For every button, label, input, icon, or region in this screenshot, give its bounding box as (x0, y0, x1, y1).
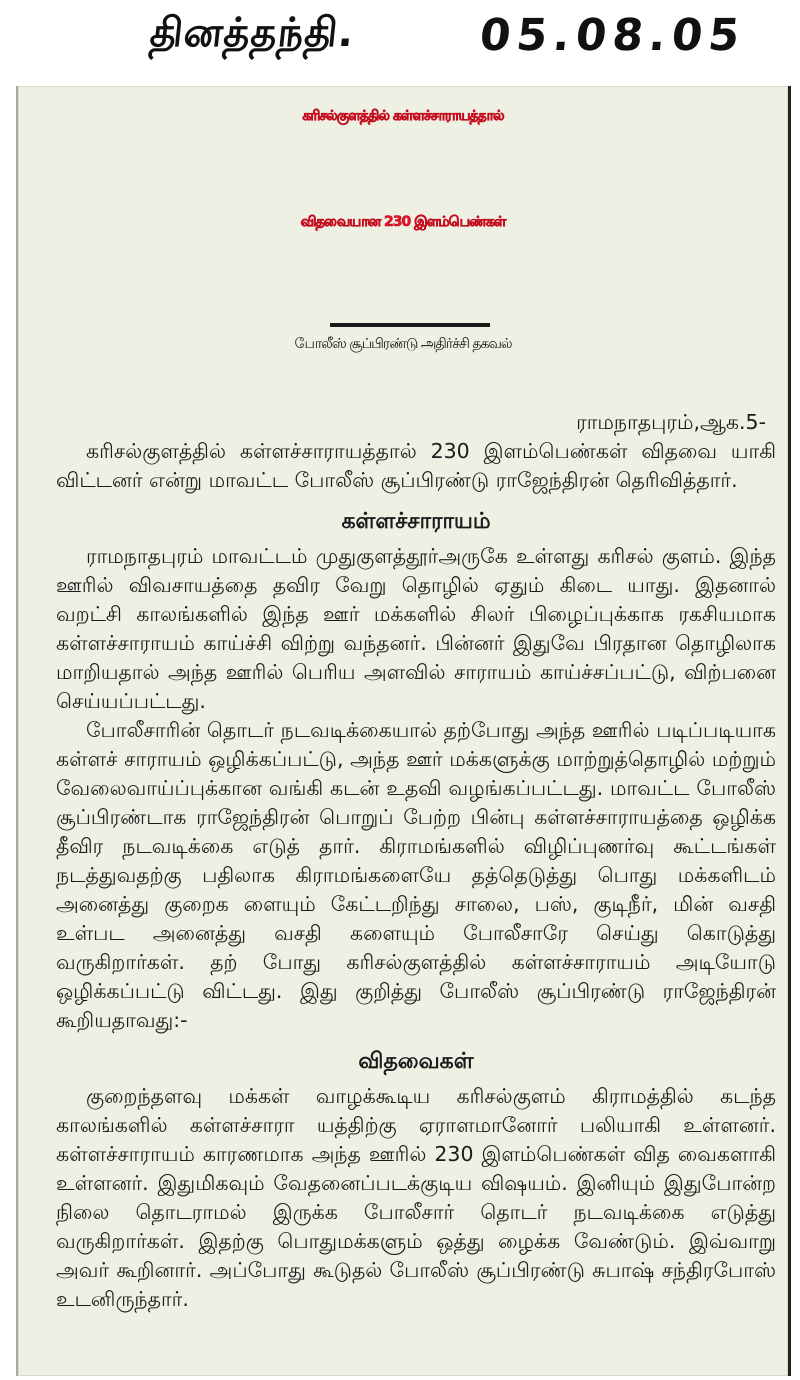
newspaper-name: தினத்தந்தி. (147, 10, 357, 56)
clipping-date: 05.08.05 (477, 10, 748, 61)
dateline: ராமநாதபுரம்,ஆக.5- (576, 410, 766, 434)
newspaper-clipping (16, 86, 791, 1376)
handwritten-masthead (147, 6, 790, 70)
headline-divider (330, 323, 490, 327)
section-heading-1: கள்ளச்சாராயம் (341, 509, 491, 534)
headline-line-2: விதவையான 230 இளம்பெண்கள் (300, 214, 506, 230)
paragraph-3: குறைந்தளவு மக்கள் வாழக்கூடிய கரிசல்குளம் கிராமத்தில் கடந்த காலங்களில் கள்ளச்சாரா யத்திற்கு ஏராளமானோர் பலியாகி உள்ளனர். கள்ளச்சாராயம் காரணமாக அந்த ஊரில் 230 இளம்பெண்கள் வித வைகளாகி உள்ளனர். இதுமிகவும் வேதனைப்படக்குடிய விஷயம். இனியும் இதுபோன்ற நிலை தொடராமல் இருக்க போலீசார் தொடர் நடவடிக்கை எடுத்து வருகிறார்கள். இதற்கு பொதுமக்களும் ஒத்து ழைக்க வேண்டும். இவ்வாறு அவர் கூறினார். அப்போது கூடுதல் போலீஸ் சூப்பிரண்டு சுபாஷ் சந்திரபோஸ் உடனிருந்தார். (56, 1084, 776, 1311)
section-heading-2: விதவைகள் (358, 1049, 474, 1074)
headline-line-1: கரிசல்குளத்தில் கள்ளச்சாராயத்தால் (302, 108, 504, 124)
paragraph-2: போலீசாரின் தொடர் நடவடிக்கையால் தற்போது அந்த ஊரில் படிப்படியாக கள்ளச் சாராயம் ஒழிக்கப்பட்டு, அந்த ஊர் மக்களுக்கு மாற்றுத்தொழில் மற்றும் வேலைவாய்ப்புக்கான வங்கி கடன் உதவி வழங்கப்பட்டது. மாவட்ட போலீஸ் சூப்பிரண்டாக ராஜேந்திரன் பொறுப் பேற்ற பின்பு கள்ளச்சாராயத்தை ஒழிக்க தீவிர நடவடிக்கை எடுத் தார். கிராமங்களில் விழிப்புணர்வு கூட்டங்கள் நடத்துவதற்கு பதிலாக கிராமங்களையே தத்தெடுத்து பொது மக்களிடம் அனைத்து குறைக ளையும் கேட்டறிந்து சாலை, பஸ், குடிநீர், மின் வசதி உள்பட அனைத்து வசதி களையும் போலீசாரே செய்து கொடுத்து வருகிறார்கள். தற் போது கரிசல்குளத்தில் கள்ளச்சாராயம் அடியோடு ஒழிக்கப்பட்டு விட்டது. இது குறித்து போலீஸ் சூப்பிரண்டு ராஜேந்திரன் கூறியதாவது:- (56, 718, 776, 1032)
lead-paragraph: கரிசல்குளத்தில் கள்ளச்சாராயத்தால் 230 இளம்பெண்கள் விதவை யாகி விட்டனர் என்று மாவட்ட போலீஸ் சூப்பிரண்டு ராஜேந்திரன் தெரிவித்தார். (56, 439, 776, 492)
paragraph-1: ராமநாதபுரம் மாவட்டம் முதுகுளத்தூர்அருகே உள்ளது கரிசல் குளம். இந்த ஊரில் விவசாயத்தை தவிர வேறு தொழில் ஏதும் கிடை யாது. இதனால் வறட்சி காலங்களில் இந்த ஊர் மக்களில் சிலர் பிழைப்புக்காக ரகசியமாக கள்ளச்சாராயம் காய்ச்சி விற்று வந்தனர். பின்னர் இதுவே பிரதான தொழிலாக மாறியதால் அந்த ஊரில் பெரிய அளவில் சாராயம் காய்ச்சப்பட்டு, விற்பனை செய்யப்பட்டது. (56, 544, 776, 713)
article-body (56, 408, 776, 1314)
subheadline: போலீஸ் சூப்பிரண்டு அதிர்ச்சி தகவல் (294, 336, 512, 352)
